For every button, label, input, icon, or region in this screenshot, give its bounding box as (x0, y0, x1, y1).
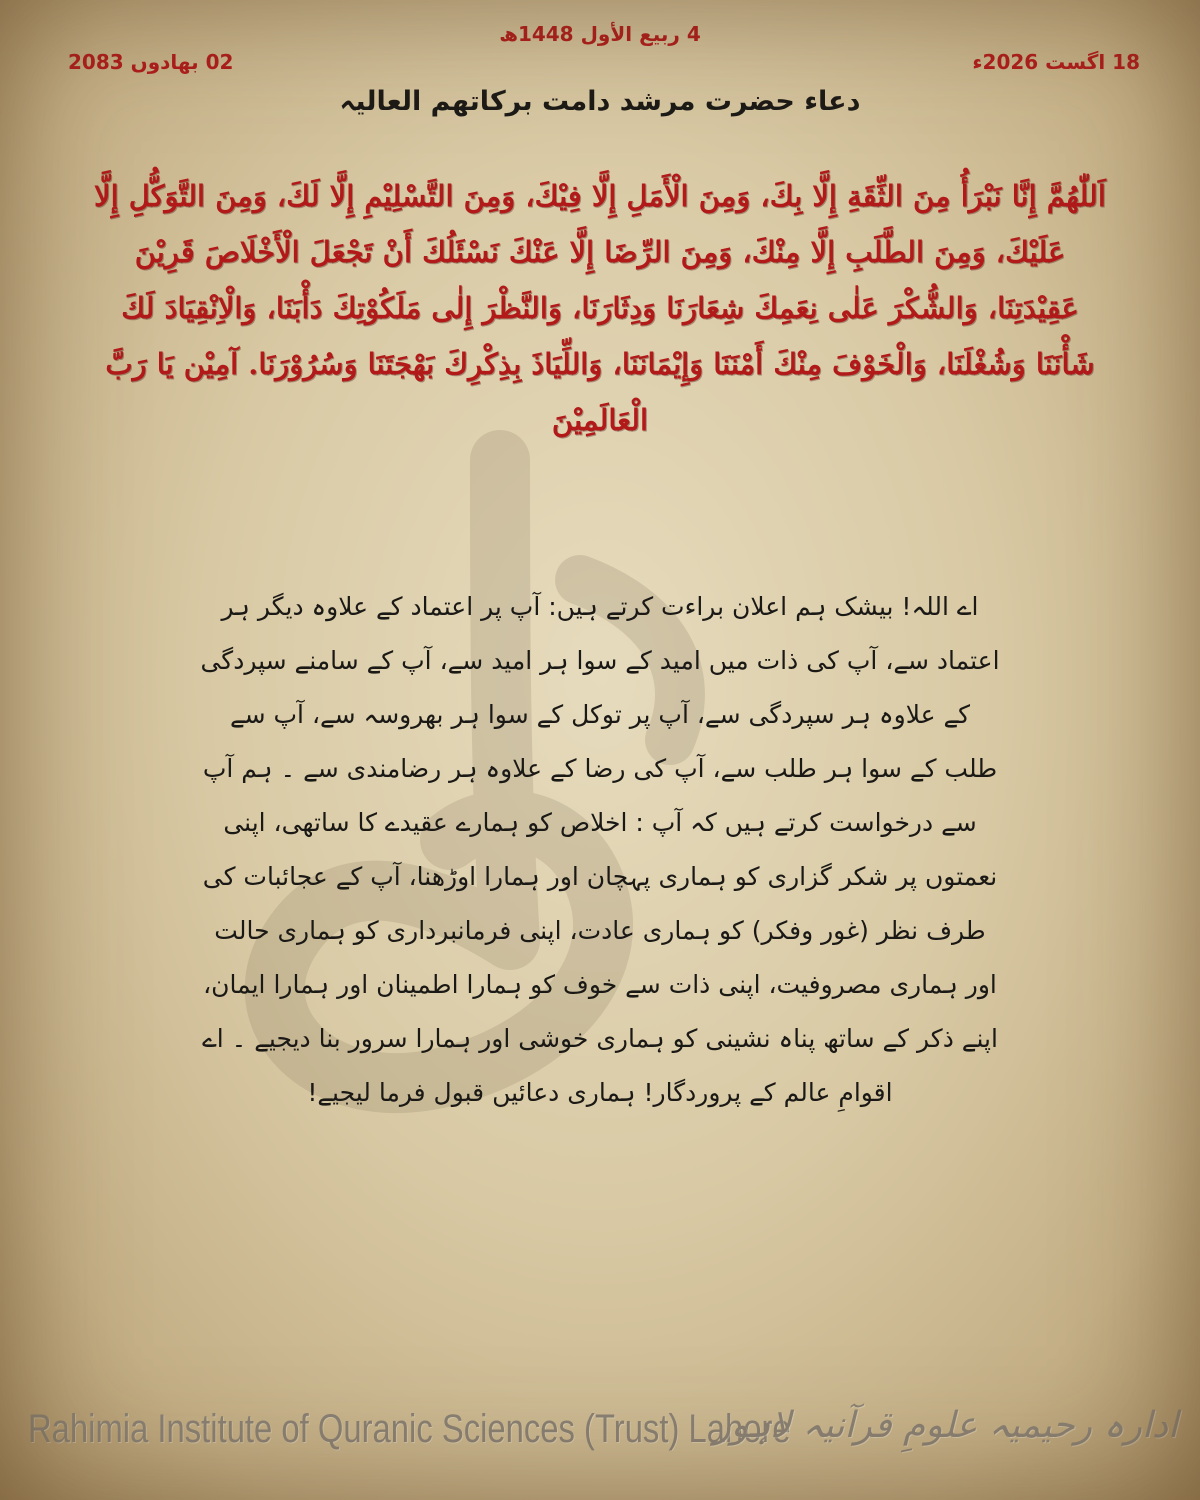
institute-name-urdu-logo: ادارہ رحیمیہ علومِ قرآنیہ لاہور (713, 1405, 1178, 1446)
bikrami-date: 02 بھادوں 2083 (68, 50, 234, 74)
gregorian-date: 18 اگست 2026ء (972, 50, 1140, 74)
date-header (60, 20, 1140, 80)
arabic-dua-text: اَللّٰهُمَّ إِنَّا نَبْرَأُ مِنَ الثِّقَةِ إِلَّا بِكَ، وَمِنَ الْأَمَلِ إِلَّا فِيْكَ، وَمِنَ التَّسْلِيْمِ إِلَّا لَكَ، وَمِنَ التَّوَكُّلِ إِلَّا عَلَيْكَ، وَمِنَ الطَّلَبِ إِلَّا مِنْكَ، وَمِنَ الرِّضَا إِلَّا عَنْكَ نَسْئَلُكَ أَنْ تَجْعَلَ الْأَخْلَاصَ قَرِيْنَ عَقِيْدَتِنَا، وَالشُّكْرَ عَلٰى نِعَمِكَ شِعَارَنَا وَدِثَارَنَا، وَالنَّظْرَ إِلٰى مَلَكُوْتِكَ دَأْبَنَا، وَالْاِنْقِيَادَ لَكَ شَأْنَنَا وَشُغْلَنَا، وَالْخَوْفَ مِنْكَ أَمْنَنَا وَإِيْمَانَنَا، وَاللِّيَاذَ بِذِكْرِكَ بَهْجَتَنَا وَسُرُوْرَنَا. آمِيْن يَا رَبَّ الْعَالَمِيْنَ (94, 179, 1106, 437)
footer (0, 1395, 1200, 1475)
page-title: دعاء حضرت مرشد دامت برکاتھم العالیہ (339, 86, 861, 117)
hijri-date: 4 ربیع الأول 1448ھ (499, 22, 701, 46)
institute-name-english: Rahimia Institute of Quranic Sciences (Trust) Lahore (28, 1407, 791, 1451)
urdu-translation-text: اے اللہ! بیشک ہم اعلان براءت کرتے ہیں: آپ پر اعتماد کے علاوہ دیگر ہر اعتماد سے، آپ کی ذات میں امید کے سوا ہر امید سے، آپ کے سامنے سپردگی کے علاوہ ہر سپردگی سے، آپ پر توکل کے سوا ہر بھروسہ سے، آپ سے طلب کے سوا ہر طلب سے، آپ کی رضا کے علاوہ ہر رضامندی سے ۔ ہم آپ سے درخواست کرتے ہیں کہ آپ : اخلاص کو ہمارے عقیدے کا ساتھی، اپنی نعمتوں پر شکر گزاری کو ہماری پہچان اور ہمارا اوڑھنا، آپ کے عجائبات کی طرف نظر (غور وفکر) کو ہماری عادت، اپنی فرمانبرداری کو ہماری حالت اور ہماری مصروفیت، اپنی ذات سے خوف کو ہمارا اطمینان اور ہمارا ایمان، اپنے ذکر کے ساتھ پناہ نشینی کو ہماری خوشی اور ہمارا سرور بنا دیجیے ۔ اے اقوامِ عالم کے پروردگار! ہماری دعائیں قبول فرما لیجیے! (200, 592, 1000, 1107)
